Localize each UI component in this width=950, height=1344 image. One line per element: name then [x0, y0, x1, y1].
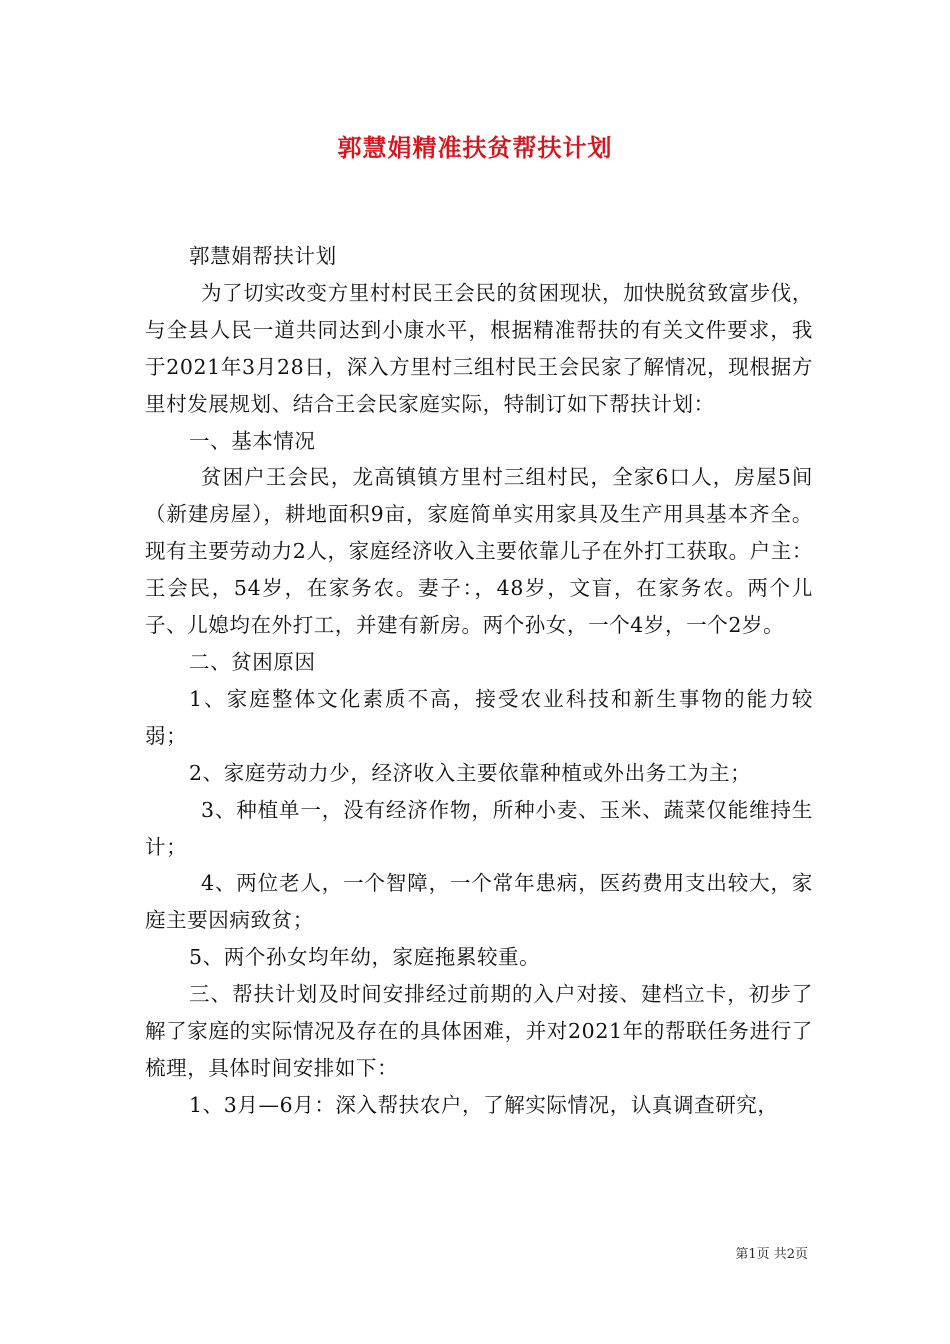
list-item-cause-1: 1、家庭整体文化素质不高，接受农业科技和新生事物的能力较弱；	[145, 686, 813, 748]
section-heading-basic-info: 一、基本情况	[189, 428, 316, 453]
list-item-cause-2: 2、家庭劳动力少，经济收入主要依靠种植或外出务工为主；	[189, 760, 752, 785]
paragraph-subtitle: 郭慧娟帮扶计划	[189, 244, 337, 268]
document-title: 郭慧娟精准扶贫帮扶计划	[337, 133, 613, 162]
paragraph-intro: 为了切实改变方里村村民王会民的贫困现状，加快脱贫致富步伐，与全县人民一道共同达到小康水平，根据精准帮扶的有关文件要求，我于2021年3月28日，深入方里村三组村民王会民家了解情况，现根据方里村发展规划、结合王会民家庭实际，特制订如下帮扶计划：	[145, 280, 813, 416]
section-heading-poverty-causes: 二、贫困原因	[189, 649, 316, 674]
list-item-cause-5: 5、两个孙女均年幼，家庭拖累较重。	[189, 945, 541, 970]
paragraph-basic-info: 贫困户王会民，龙高镇镇方里村三组村民，全家6口人，房屋5间（新建房屋），耕地面积9亩，家庭简单实用家具及生产用具基本齐全。现有主要劳动力2人，家庭经济收入主要依靠儿子在外打工获取。户主：王会民，54岁，在家务农。妻子：，48岁，文盲，在家务农。两个儿子、儿媳均在外打工，并建有新房。两个孙女，一个4岁，一个2岁。	[145, 465, 813, 638]
section-heading-assistance-plan: 三、帮扶计划及时间安排经过前期的入户对接、建档立卡，初步了解了家庭的实际情况及存在的具体困难，并对2021年的帮联任务进行了梳理，具体时间安排如下：	[145, 982, 813, 1080]
list-item-cause-4: 4、两位老人，一个智障，一个常年患病，医药费用支出较大，家庭主要因病致贫；	[145, 871, 813, 933]
page-number: 第1页 共2页	[735, 1247, 808, 1262]
list-item-schedule-1: 1、3月—6月：深入帮扶农户，了解实际情况，认真调查研究，	[189, 1092, 779, 1117]
list-item-cause-3: 3、种植单一，没有经济作物，所种小麦、玉米、蔬菜仅能维持生计；	[145, 797, 813, 859]
document-body	[145, 238, 813, 1124]
